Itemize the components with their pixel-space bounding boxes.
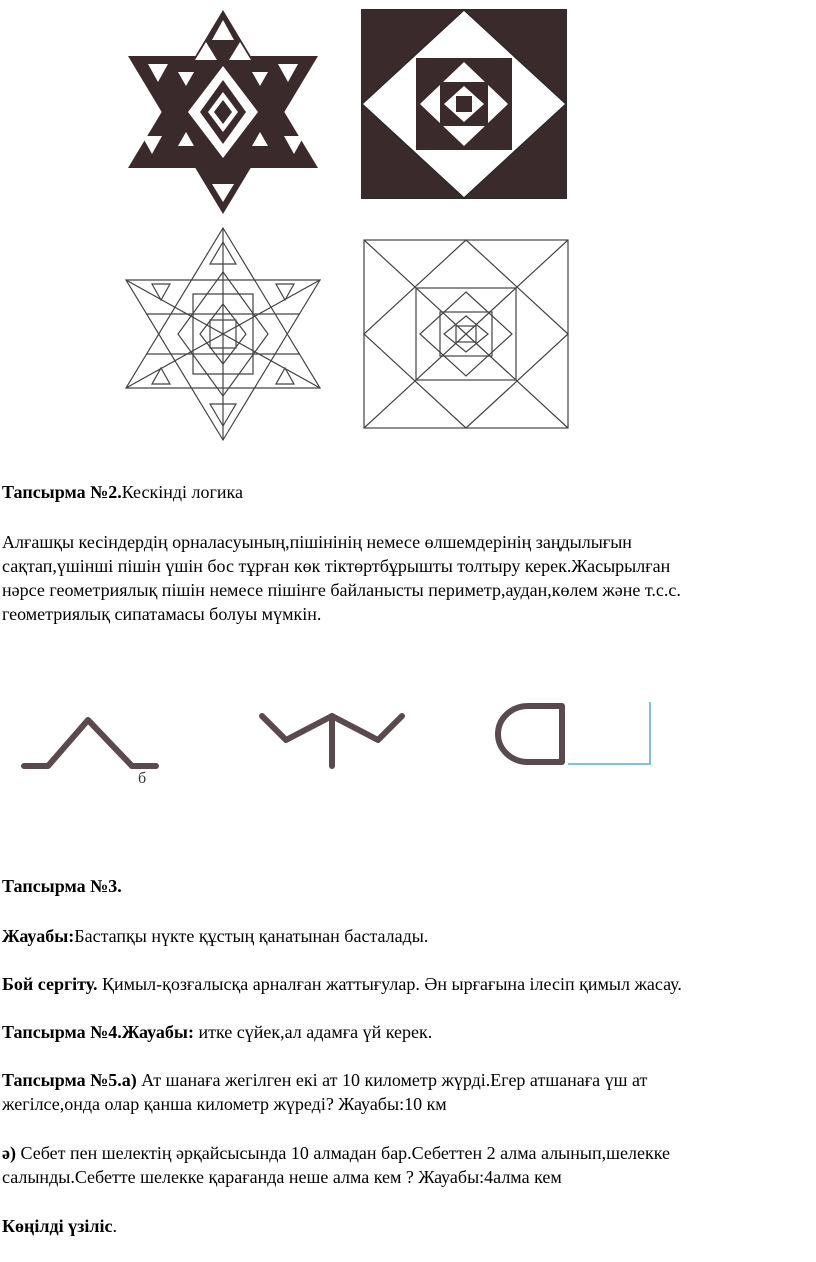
empty-blue-rectangle [566, 700, 656, 770]
task3-answer-rest: Бастапқы нүкте құстың қанатынан басталады. [74, 926, 429, 946]
task2-para-line-4: геометриялық сипатамасы болуы мүмкін. [2, 604, 322, 624]
task4-rest: итке сүйек,ал адамға үй керек. [193, 1022, 433, 1042]
shape-lambda-figure [20, 710, 170, 780]
task4-bold: Тапсырма №4.Жауабы: [2, 1022, 194, 1042]
task4-line [2, 1020, 432, 1044]
task5a-line-1 [2, 1068, 647, 1092]
task5a-line1-rest: Ат шанаға жегілген екі ат 10 километр жүрді.Егер атшанаға үш ат [136, 1070, 648, 1090]
break1-rest: Қимыл-қозғалысқа арналған жаттығулар. Ән ырғағына ілесіп қимыл жасау. [97, 974, 682, 994]
shape-bird-figure [258, 706, 408, 772]
square-pattern-outline-figure [362, 238, 570, 430]
task5a-line-2: жегілсе,онда олар қанша километр жүреді? Жауабы:10 км [2, 1094, 447, 1114]
star-pattern-outline-figure [118, 224, 328, 444]
break1-bold: Бой сергіту. [2, 974, 98, 994]
task5b-line-1 [2, 1141, 670, 1165]
break1-line [2, 972, 682, 996]
task3-title-text: Тапсырма №3. [2, 876, 122, 896]
task3-title [2, 874, 122, 898]
task2-title-bold: Тапсырма №2. [2, 482, 122, 502]
task2-title [2, 480, 243, 504]
shape-d-figure [490, 700, 570, 766]
task5b-bold: ә) [2, 1143, 16, 1163]
task2-para-line-3: нәрсе геометриялық пішін немесе пішінге байланысты периметр,аудан,көлем және т.с.с. [2, 580, 681, 600]
break2-bold: Көңілді үзіліс [2, 1216, 113, 1236]
task3-answer-bold: Жауабы: [2, 926, 75, 946]
shape-label: б [138, 770, 147, 787]
task5b-line-2: салынды.Себетте шелекке қарағанда неше алма кем ? Жауабы:4алма кем [2, 1167, 562, 1187]
task3-answer [2, 924, 428, 948]
task2-para-line-2: сақтап,үшінші пішін үшін бос тұрған көк тіктөртбұрышты толтыру керек.Жасырылған [2, 556, 671, 576]
break2-line [2, 1214, 117, 1238]
star-pattern-filled-figure [118, 6, 328, 218]
square-pattern-filled-figure [360, 8, 568, 200]
break2-rest: . [112, 1216, 117, 1236]
task5b-line1-rest: Себет пен шелектің әрқайсысында 10 алмадан бар.Себеттен 2 алма алынып,шелекке [15, 1143, 670, 1163]
task2-para-line-1: Алғашқы кесіндердің орналасуының,пішінінің немесе өлшемдерінің заңдылығын [2, 532, 632, 552]
task2-title-rest: Кескінді логика [121, 482, 243, 502]
task5a-bold: Тапсырма №5.а) [2, 1070, 137, 1090]
